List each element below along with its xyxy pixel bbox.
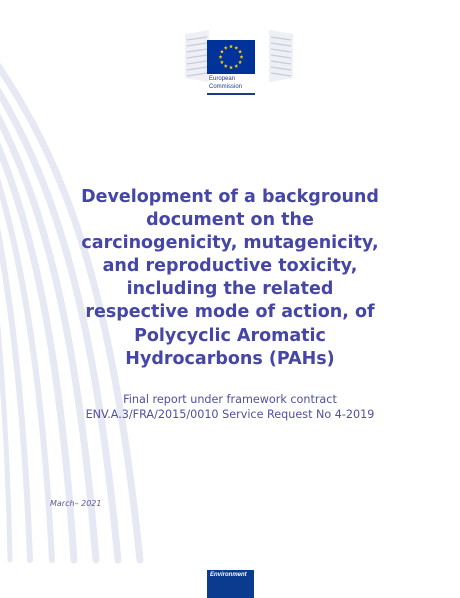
title-line: document on the bbox=[146, 210, 314, 231]
report-title bbox=[50, 186, 410, 371]
title-line: including the related bbox=[126, 279, 334, 300]
logo-underline bbox=[207, 93, 255, 95]
title-line: and reproductive toxicity, bbox=[102, 256, 358, 277]
environment-tag bbox=[207, 570, 254, 598]
logo-line-1: European bbox=[209, 76, 236, 82]
environment-tag-label: Environment bbox=[210, 572, 247, 578]
subtitle-line: ENV.A.3/FRA/2015/0010 Service Request No 4-2019 bbox=[85, 407, 375, 421]
logo-line-2: Commission bbox=[209, 84, 243, 90]
title-line: respective mode of action, of bbox=[85, 302, 375, 323]
logo-wordmark bbox=[209, 75, 269, 91]
title-line: carcinogenicity, mutagenicity, bbox=[81, 233, 379, 254]
title-line: Polycyclic Aromatic bbox=[134, 325, 326, 346]
title-line: Hydrocarbons (PAHs) bbox=[125, 348, 335, 369]
report-subtitle bbox=[40, 393, 420, 423]
subtitle-line: Final report under framework contract bbox=[123, 393, 337, 406]
publication-date: March– 2021 bbox=[50, 499, 102, 508]
title-line: Development of a background bbox=[81, 187, 379, 207]
